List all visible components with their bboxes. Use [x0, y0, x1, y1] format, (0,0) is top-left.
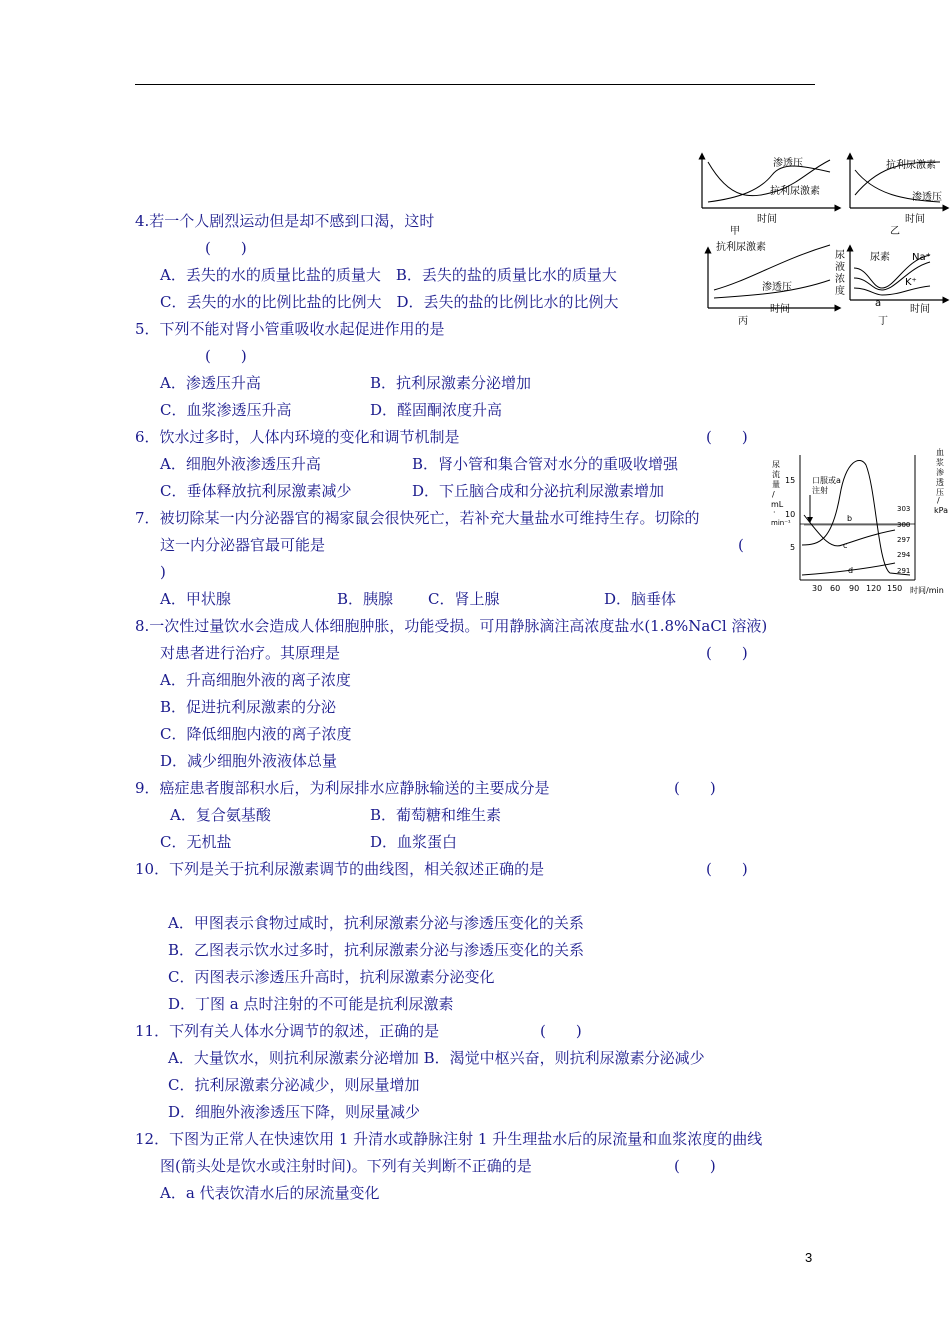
panel-ding — [835, 248, 946, 327]
svg-text:浆: 浆 — [936, 458, 944, 467]
text-line: 7．被切除某一内分泌器官的褐家鼠会很快死亡，若补充大量盐水可维持生存。切除的 — [135, 509, 700, 527]
ytick-right-4: 291 — [897, 567, 911, 575]
ding-ylabel-3: 度 — [835, 286, 845, 297]
text-line: ( ) — [706, 428, 748, 446]
svg-text:尿: 尿 — [772, 460, 780, 469]
yi-caption: 乙 — [890, 226, 900, 237]
text-line: 10．下列是关于抗利尿激素调节的曲线图，相关叙述正确的是 — [135, 860, 545, 878]
text-line: 9．癌症患者腹部积水后，为利尿排水应静脉输送的主要成分是 — [135, 779, 550, 797]
curve-c-label: c — [843, 541, 848, 550]
bing-caption: 丙 — [738, 316, 748, 327]
ding-curve3: K⁺ — [905, 277, 917, 288]
annotation-0: 口服或 — [812, 476, 836, 485]
svg-text:渗: 渗 — [936, 468, 944, 477]
text-line: ) — [160, 563, 166, 581]
ding-point: a — [875, 298, 882, 309]
curve-b-label: b — [847, 514, 853, 523]
jia-curve1: 渗透压 — [773, 158, 803, 169]
bing-curve2: 渗透压 — [762, 282, 792, 293]
ytick-right-0: 303 — [897, 505, 911, 513]
jia-curve2: 抗利尿激素 — [770, 186, 820, 197]
panel-bing — [708, 240, 838, 327]
ding-curve2: Na⁺ — [912, 252, 931, 263]
text-line: B．葡萄糖和维生素 — [370, 806, 502, 824]
annotation-1: 注射 — [812, 486, 828, 495]
svg-text:kPa: kPa — [934, 506, 948, 515]
ding-ylabel-2: 浓 — [835, 274, 845, 285]
text-line: ( ) — [706, 860, 748, 878]
text-line: D．下丘脑合成和分泌抗利尿激素增加 — [412, 482, 665, 500]
text-line: B．乙图表示饮水过多时，抗利尿激素分泌与渗透压变化的关系 — [168, 941, 585, 959]
ding-caption: 丁 — [878, 316, 888, 327]
ytick-left-1: 10 — [785, 510, 796, 519]
text-line: C．丢失的水的比例比盐的比例大 D．丢失的盐的比例比水的比例大 — [160, 293, 619, 311]
yi-xlabel: 时间 — [905, 214, 925, 225]
text-line: B．胰腺 — [337, 590, 394, 608]
text-line: 8.一次性过量饮水会造成人体细胞肿胀，功能受损。可用静脉滴注高浓度盐水(1.8%NaCl 溶液) — [135, 617, 768, 635]
text-line: ( ) — [540, 1022, 582, 1040]
ytick-right-1: 300 — [897, 521, 911, 529]
text-line: A．a 代表饮清水后的尿流量变化 — [160, 1184, 380, 1202]
page-number: 3 — [805, 1250, 813, 1265]
xtick-1: 60 — [830, 584, 841, 593]
ytick-right-2: 297 — [897, 536, 911, 544]
text-line: ( — [738, 536, 744, 554]
text-line: B．促进抗利尿激素的分泌 — [160, 698, 337, 716]
urine-ylabel-right — [934, 447, 948, 515]
svg-text:压: 压 — [936, 488, 944, 497]
xlabel: 时间/min — [910, 586, 944, 595]
text-line: D．脑垂体 — [604, 590, 677, 608]
text-line: ( ) — [674, 1157, 716, 1175]
ding-ylabel-0: 尿 — [835, 250, 845, 261]
ding-xlabel: 时间 — [910, 304, 930, 315]
svg-text:/: / — [937, 496, 940, 505]
text-line: B．抗利尿激素分泌增加 — [370, 374, 532, 392]
svg-text:透: 透 — [936, 478, 944, 487]
text-line: ( ) — [205, 239, 247, 257]
text-line: D．血浆蛋白 — [370, 833, 458, 851]
text-line: 这一内分泌器官最可能是 — [160, 536, 326, 554]
jia-caption: 甲 — [730, 226, 740, 237]
text-line: 4.若一个人剧烈运动但是却不感到口渴，这时 — [135, 212, 435, 230]
text-line: A．细胞外液渗透压升高 — [160, 455, 321, 473]
text-line: B．肾小管和集合管对水分的重吸收增强 — [412, 455, 679, 473]
text-line: A．渗透压升高 — [160, 374, 261, 392]
curve-a-label: a — [836, 476, 841, 485]
ytick-right-3: 294 — [897, 551, 911, 559]
urine-flow-chart — [770, 445, 950, 600]
text-line: 6．饮水过多时，人体内环境的变化和调节机制是 — [135, 428, 460, 446]
text-line: A．甲图表示食物过咸时，抗利尿激素分泌与渗透压变化的关系 — [168, 914, 584, 932]
text-line: C．无机盐 — [160, 833, 232, 851]
text-line: C．垂体释放抗利尿激素减少 — [160, 482, 352, 500]
text-line: ( ) — [674, 779, 716, 797]
text-line: D．细胞外液渗透压下降，则尿量减少 — [168, 1103, 421, 1121]
ding-ylabel-1: 液 — [835, 262, 845, 273]
bing-curve1: 抗利尿激素 — [716, 242, 766, 253]
text-line: A．大量饮水，则抗利尿激素分泌增加 B．渴觉中枢兴奋，则抗利尿激素分泌减少 — [168, 1049, 705, 1067]
text-line: ( ) — [706, 644, 748, 662]
svg-text:血: 血 — [936, 448, 944, 457]
text-line: 图(箭头处是饮水或注射时间)。下列有关判断不正确的是 — [160, 1157, 532, 1175]
text-line: C．血浆渗透压升高 — [160, 401, 292, 419]
text-line: 对患者进行治疗。其原理是 — [160, 644, 341, 662]
text-line: A．复合氨基酸 — [170, 806, 271, 824]
xtick-2: 90 — [849, 584, 860, 593]
ding-curve1: 尿素 — [870, 252, 890, 263]
curve-d-label: d — [848, 566, 854, 575]
svg-text:/: / — [772, 490, 775, 499]
xtick-4: 150 — [887, 584, 903, 593]
svg-text:流: 流 — [772, 470, 780, 479]
svg-text:mL: mL — [771, 500, 784, 509]
ytick-left-2: 5 — [790, 543, 796, 552]
text-line: C．抗利尿激素分泌减少，则尿量增加 — [168, 1076, 420, 1094]
bing-xlabel: 时间 — [770, 304, 790, 315]
svg-text:·: · — [773, 508, 776, 517]
svg-text:min⁻¹: min⁻¹ — [771, 519, 791, 527]
xtick-0: 30 — [812, 584, 823, 593]
text-line: C．肾上腺 — [428, 590, 500, 608]
panel-jia — [702, 156, 838, 237]
text-line: D．醛固酮浓度升高 — [370, 401, 503, 419]
text-line: A．升高细胞外液的离子浓度 — [160, 671, 351, 689]
text-line: C．降低细胞内液的离子浓度 — [160, 725, 352, 743]
svg-text:量: 量 — [772, 480, 780, 489]
text-line: D．减少细胞外液液体总量 — [160, 752, 338, 770]
ytick-left-0: 15 — [785, 476, 796, 485]
text-line: A．丢失的水的质量比盐的质量大 B．丢失的盐的质量比水的质量大 — [160, 266, 617, 284]
yi-curve1: 抗利尿激素 — [886, 160, 936, 171]
jia-xlabel: 时间 — [757, 214, 777, 225]
text-line: A．甲状腺 — [160, 590, 231, 608]
text-line: 5．下列不能对肾小管重吸收水起促进作用的是 — [135, 320, 445, 338]
text-line: D．丁图 a 点时注射的不可能是抗利尿激素 — [168, 995, 454, 1013]
adh-graphs-figure — [690, 150, 950, 335]
xtick-3: 120 — [866, 584, 882, 593]
text-line: C．丙图表示渗透压升高时，抗利尿激素分泌变化 — [168, 968, 495, 986]
header-rule — [135, 84, 815, 85]
text-line: 11．下列有关人体水分调节的叙述，正确的是 — [135, 1022, 440, 1040]
text-line: 12．下图为正常人在快速饮用 1 升清水或静脉注射 1 升生理盐水后的尿流量和血浆浓度的曲线 — [135, 1130, 763, 1148]
panel-yi — [850, 156, 946, 237]
yi-curve2: 渗透压 — [912, 192, 942, 203]
text-line: ( ) — [205, 347, 247, 365]
